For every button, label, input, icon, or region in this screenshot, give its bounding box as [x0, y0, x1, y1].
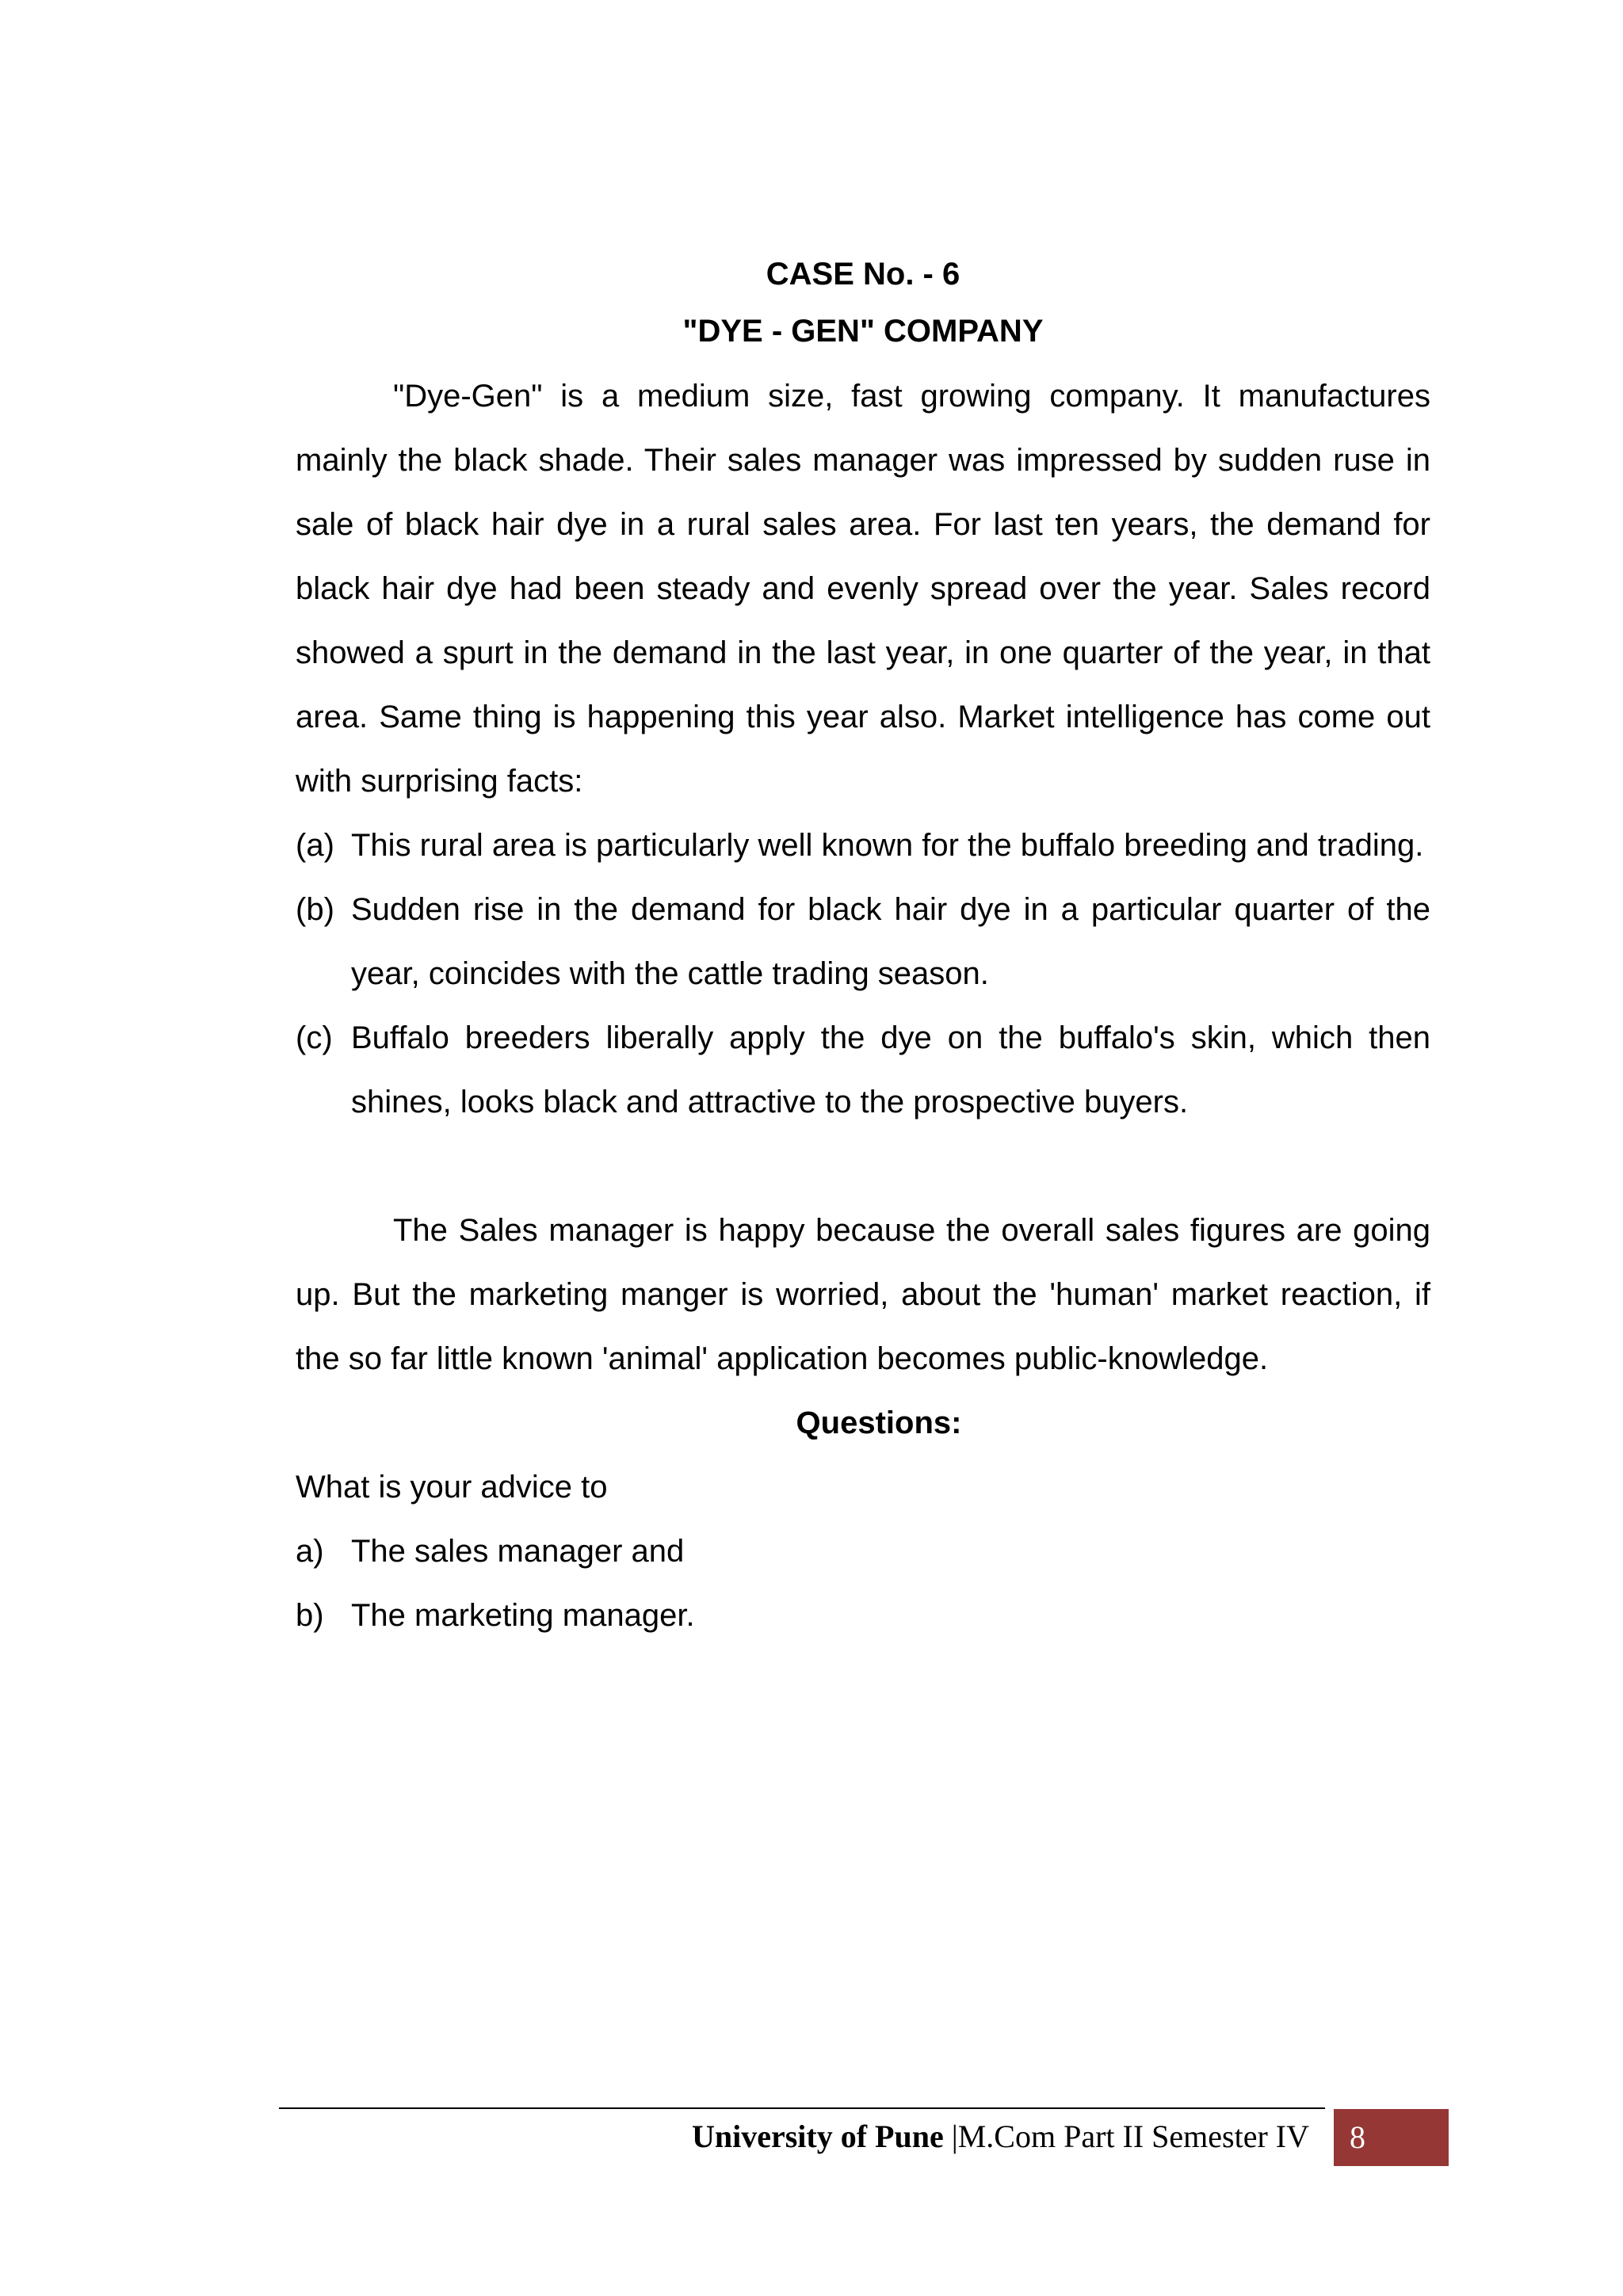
- page-footer: [279, 2109, 1325, 2164]
- fact-text: Buffalo breeders liberally apply the dye on the buffalo's skin, which then shines, looks black and attractive to the prospective buyers.: [351, 1020, 1430, 1119]
- footer-course: M.Com Part II Semester IV: [957, 2119, 1309, 2154]
- intro-paragraph: "Dye-Gen" is a medium size, fast growing company. It manufactures mainly the black shade. Their sales manager was impressed by sudden ruse in sale of black hair dye in a rural sales area. For last ten years, the demand for black hair dye had been steady and evenly spread over the year. Sales record showed a spurt in the demand in the last year, in one quarter of the year, in that area. Same thing is happening this year also. Market intelligence has come out with surprising facts:: [296, 379, 1430, 799]
- paragraph-spacer: [296, 1135, 1430, 1199]
- case-number-heading: CASE No. - 6: [766, 257, 960, 292]
- question-marker: b): [296, 1598, 324, 1633]
- footer-separator: |: [951, 2119, 958, 2154]
- fact-text: This rural area is particularly well known for the buffalo breeding and trading.: [351, 828, 1424, 863]
- fact-text: Sudden rise in the demand for black hair dye in a particular quarter of the year, coincides with the cattle trading season.: [351, 892, 1430, 991]
- question-marker: a): [296, 1534, 324, 1569]
- question-text: The sales manager and: [351, 1534, 685, 1569]
- question-item-b: [296, 1584, 1430, 1648]
- fact-item-c: [296, 1006, 1430, 1135]
- page-content: [296, 246, 1430, 1648]
- fact-item-b: [296, 878, 1430, 1006]
- question-text: The marketing manager.: [351, 1598, 695, 1633]
- closing-paragraph: The Sales manager is happy because the overall sales figures are going up. But the marketing manger is worried, about the 'human' market reaction, if the so far little known 'animal' application becomes public-knowledge.: [296, 1213, 1430, 1376]
- fact-marker: (c): [296, 1020, 333, 1055]
- case-title-heading: "DYE - GEN" COMPANY: [682, 314, 1044, 349]
- fact-item-a: [296, 814, 1430, 878]
- page-number: 8: [1350, 2119, 1365, 2155]
- page-number-badge: [1334, 2109, 1449, 2166]
- fact-marker: (a): [296, 828, 334, 863]
- questions-lead: What is your advice to: [296, 1470, 608, 1505]
- question-item-a: [296, 1520, 1430, 1584]
- fact-marker: (b): [296, 892, 334, 927]
- questions-heading: Questions:: [796, 1405, 962, 1440]
- footer-university: University of Pune: [691, 2119, 944, 2154]
